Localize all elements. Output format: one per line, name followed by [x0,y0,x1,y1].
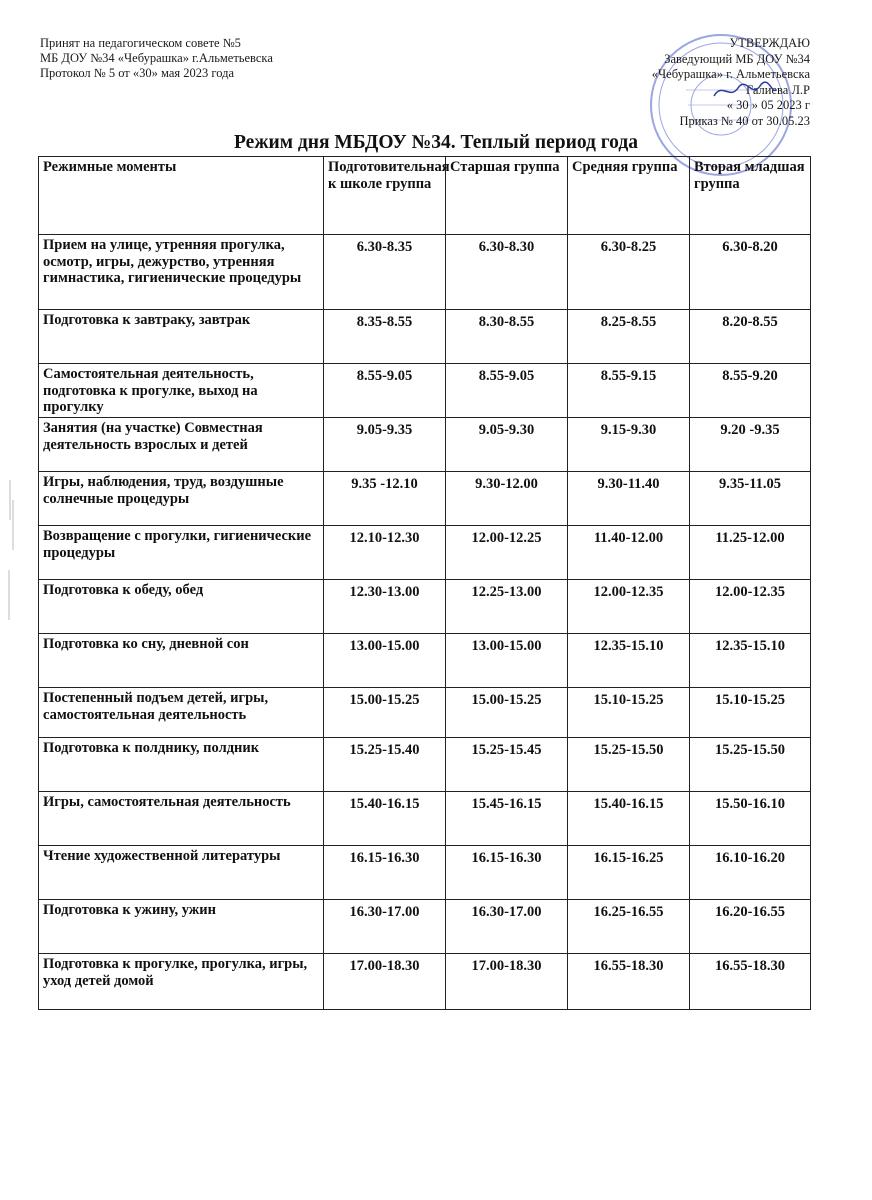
activity-cell: Игры, самостоятельная деятельность [39,792,324,846]
time-cell-senior: 8.30-8.55 [446,310,568,364]
time-cell-prep: 17.00-18.30 [324,954,446,1010]
time-cell-middle: 15.25-15.50 [568,738,690,792]
table-row [39,235,811,310]
activity-cell: Постепенный подъем детей, игры, самостоятельная деятельность [39,688,324,738]
time-cell-junior: 15.10-15.25 [690,688,811,738]
time-cell-prep: 15.40-16.15 [324,792,446,846]
time-cell-junior: 8.20-8.55 [690,310,811,364]
time-cell-prep: 16.15-16.30 [324,846,446,900]
scan-artifact-icon [4,480,18,630]
time-cell-middle: 8.55-9.15 [568,364,690,418]
time-cell-middle: 16.15-16.25 [568,846,690,900]
time-cell-prep: 8.35-8.55 [324,310,446,364]
time-cell-middle: 12.35-15.10 [568,634,690,688]
time-cell-senior: 12.25-13.00 [446,580,568,634]
time-cell-middle: 12.00-12.35 [568,580,690,634]
time-cell-senior: 15.00-15.25 [446,688,568,738]
table-row [39,846,811,900]
activity-cell: Чтение художественной литературы [39,846,324,900]
table-row [39,526,811,580]
time-cell-prep: 12.30-13.00 [324,580,446,634]
time-cell-prep: 9.05-9.35 [324,418,446,472]
time-cell-junior: 15.50-16.10 [690,792,811,846]
time-cell-junior: 16.55-18.30 [690,954,811,1010]
activity-cell: Самостоятельная деятельность, подготовка к прогулке, выход на прогулку [39,364,324,418]
table-row [39,688,811,738]
daily-schedule-table [38,156,811,1010]
table-row [39,418,811,472]
time-cell-prep: 15.25-15.40 [324,738,446,792]
time-cell-prep: 16.30-17.00 [324,900,446,954]
header-activity: Режимные моменты [39,157,324,235]
header-prep-group: Подготовительная к школе группа [324,157,446,235]
activity-cell: Подготовка к завтраку, завтрак [39,310,324,364]
approval-date: « 30 » 05 2023 г [726,98,810,112]
time-cell-senior: 16.15-16.30 [446,846,568,900]
table-row [39,364,811,418]
time-cell-junior: 11.25-12.00 [690,526,811,580]
activity-cell: Подготовка ко сну, дневной сон [39,634,324,688]
activity-cell: Занятия (на участке) Совместная деятельность взрослых и детей [39,418,324,472]
time-cell-junior: 15.25-15.50 [690,738,811,792]
time-cell-senior: 12.00-12.25 [446,526,568,580]
table-row [39,954,811,1010]
activity-cell: Подготовка к ужину, ужин [39,900,324,954]
head-name: Галиева Л.Р [745,82,810,97]
activity-cell: Подготовка к обеду, обед [39,580,324,634]
time-cell-prep: 8.55-9.05 [324,364,446,418]
table-row [39,310,811,364]
time-cell-senior: 9.30-12.00 [446,472,568,526]
table-row [39,792,811,846]
activity-cell: Подготовка к прогулке, прогулка, игры, уход детей домой [39,954,324,1010]
activity-cell: Подготовка к полднику, полдник [39,738,324,792]
header-middle-group: Средняя группа [568,157,690,235]
time-cell-prep: 6.30-8.35 [324,235,446,310]
time-cell-middle: 8.25-8.55 [568,310,690,364]
time-cell-middle: 11.40-12.00 [568,526,690,580]
time-cell-senior: 15.45-16.15 [446,792,568,846]
time-cell-middle: 16.55-18.30 [568,954,690,1010]
table-row [39,580,811,634]
time-cell-junior: 6.30-8.20 [690,235,811,310]
time-cell-middle: 9.15-9.30 [568,418,690,472]
time-cell-junior: 8.55-9.20 [690,364,811,418]
time-cell-junior: 12.35-15.10 [690,634,811,688]
activity-cell: Игры, наблюдения, труд, воздушные солнечные процедуры [39,472,324,526]
time-cell-junior: 9.35-11.05 [690,472,811,526]
head-position: Заведующий МБ ДОУ №34 [664,51,810,66]
approved-label: УТВЕРЖДАЮ [729,36,810,50]
time-cell-junior: 12.00-12.35 [690,580,811,634]
header-junior-group: Вторая младшая группа [690,157,811,235]
time-cell-middle: 15.40-16.15 [568,792,690,846]
time-cell-senior: 13.00-15.00 [446,634,568,688]
header-senior-group: Старшая группа [446,157,568,235]
page-title: Режим дня МБДОУ №34. Теплый период года [234,132,638,153]
table-row [39,634,811,688]
time-cell-middle: 9.30-11.40 [568,472,690,526]
time-cell-prep: 15.00-15.25 [324,688,446,738]
time-cell-senior: 8.55-9.05 [446,364,568,418]
activity-cell: Возвращение с прогулки, гигиенические процедуры [39,526,324,580]
protocol-line: Протокол № 5 от «30» мая 2023 года [40,66,235,80]
time-cell-senior: 6.30-8.30 [446,235,568,310]
order-line: Приказ № 40 от 30.05.23 [679,113,810,128]
table-row [39,900,811,954]
time-cell-junior: 16.20-16.55 [690,900,811,954]
time-cell-middle: 16.25-16.55 [568,900,690,954]
time-cell-senior: 15.25-15.45 [446,738,568,792]
table-row [39,738,811,792]
table-header-row [39,157,811,235]
time-cell-senior: 17.00-18.30 [446,954,568,1010]
table-row [39,472,811,526]
institution-line: МБ ДОУ №34 «Чебурашка» г.Альметьевска [40,51,273,65]
time-cell-middle: 15.10-15.25 [568,688,690,738]
time-cell-senior: 9.05-9.30 [446,418,568,472]
organization-name: «Чебурашка» г. Альметьевска [651,67,810,81]
time-cell-middle: 6.30-8.25 [568,235,690,310]
time-cell-prep: 12.10-12.30 [324,526,446,580]
time-cell-senior: 16.30-17.00 [446,900,568,954]
time-cell-junior: 16.10-16.20 [690,846,811,900]
signature-icon [712,80,778,102]
activity-cell: Прием на улице, утренняя прогулка, осмотр, игры, дежурство, утренняя гимнастика, гигиенические процедуры [39,235,324,310]
time-cell-junior: 9.20 -9.35 [690,418,811,472]
time-cell-prep: 9.35 -12.10 [324,472,446,526]
council-line: Принят на педагогическом совете №5 [40,36,241,50]
time-cell-prep: 13.00-15.00 [324,634,446,688]
council-approval-block [40,36,273,81]
